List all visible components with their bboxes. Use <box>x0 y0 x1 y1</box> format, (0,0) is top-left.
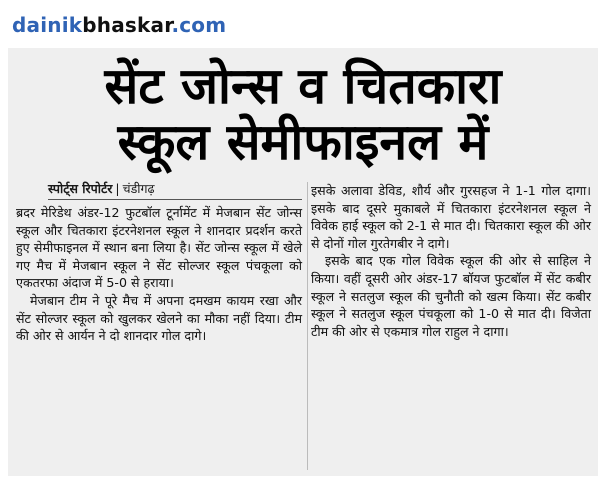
headline-line-2: स्कूल सेमीफाइनल में <box>117 113 489 171</box>
byline-separator: | <box>115 181 120 196</box>
byline <box>48 178 302 200</box>
byline-reporter: स्पोर्ट्स रिपोर्टर <box>48 181 113 196</box>
news-clipping <box>8 48 598 476</box>
article-column-right <box>311 182 591 340</box>
site-logo[interactable] <box>12 10 226 40</box>
logo-text-domain: .com <box>171 13 227 37</box>
article-column-left <box>16 204 302 345</box>
article-paragraph: इसके अलावा डेविड, शौर्य और गुरसहज ने 1-1 गोल दागा। इसके बाद दूसरे मुकाबले में चितकारा इंटरनेशनल स्कूल ने विवेक हाई स्कूल को 2-1 से मात दी। चितकारा स्कूल की ओर से दोनों गोल गुरतेगबीर ने दागे। <box>311 183 591 251</box>
article-paragraph: मेजबान टीम ने पूरे मैच में अपना दमखम कायम रखा और सेंट सोल्जर स्कूल को खुलकर खेलने का मौका नहीं दिया। टीम की ओर से आर्यन ने दो शानदार गोल दागे। <box>16 292 302 344</box>
logo-text-dainik: dainik <box>12 13 83 37</box>
column-divider <box>307 182 308 470</box>
logo-text-bhaskar: bhaskar <box>82 13 172 37</box>
byline-city: चंडीगढ़ <box>122 181 155 196</box>
headline-line-1: सेंट जोन्स व चितकारा <box>104 57 502 115</box>
article-paragraph: इसके बाद एक गोल विवेक स्कूल की ओर से साहिल ने किया। वहीं दूसरी ओर अंडर-17 बॉयज फुटबॉल में सेंट कबीर स्कूल ने सतलुज स्कूल की चुनौती को खत्म किया। सेंट कबीर स्कूल ने सतलुज स्कूल पंचकूला को 1-0 से मात दी। विजेता टीम की ओर से एकमात्र गोल राहुल ने दागा। <box>311 253 591 339</box>
article-paragraph: ब्रदर मेरिडेथ अंडर-12 फुटबॉल टूर्नामेंट में मेजबान सेंट जोन्स स्कूल और चितकारा इंटरनेशनल स्कूल ने शानदार प्रदर्शन करते हुए सेमीफाइनल में स्थान बना लिया है। सेंट जोन्स स्कूल में खेले गए मैच में मेजबान स्कूल ने सेंट सोल्जर स्कूल पंचकूला को एकतरफा अंदाज में 5-0 से हराया। <box>16 205 302 291</box>
